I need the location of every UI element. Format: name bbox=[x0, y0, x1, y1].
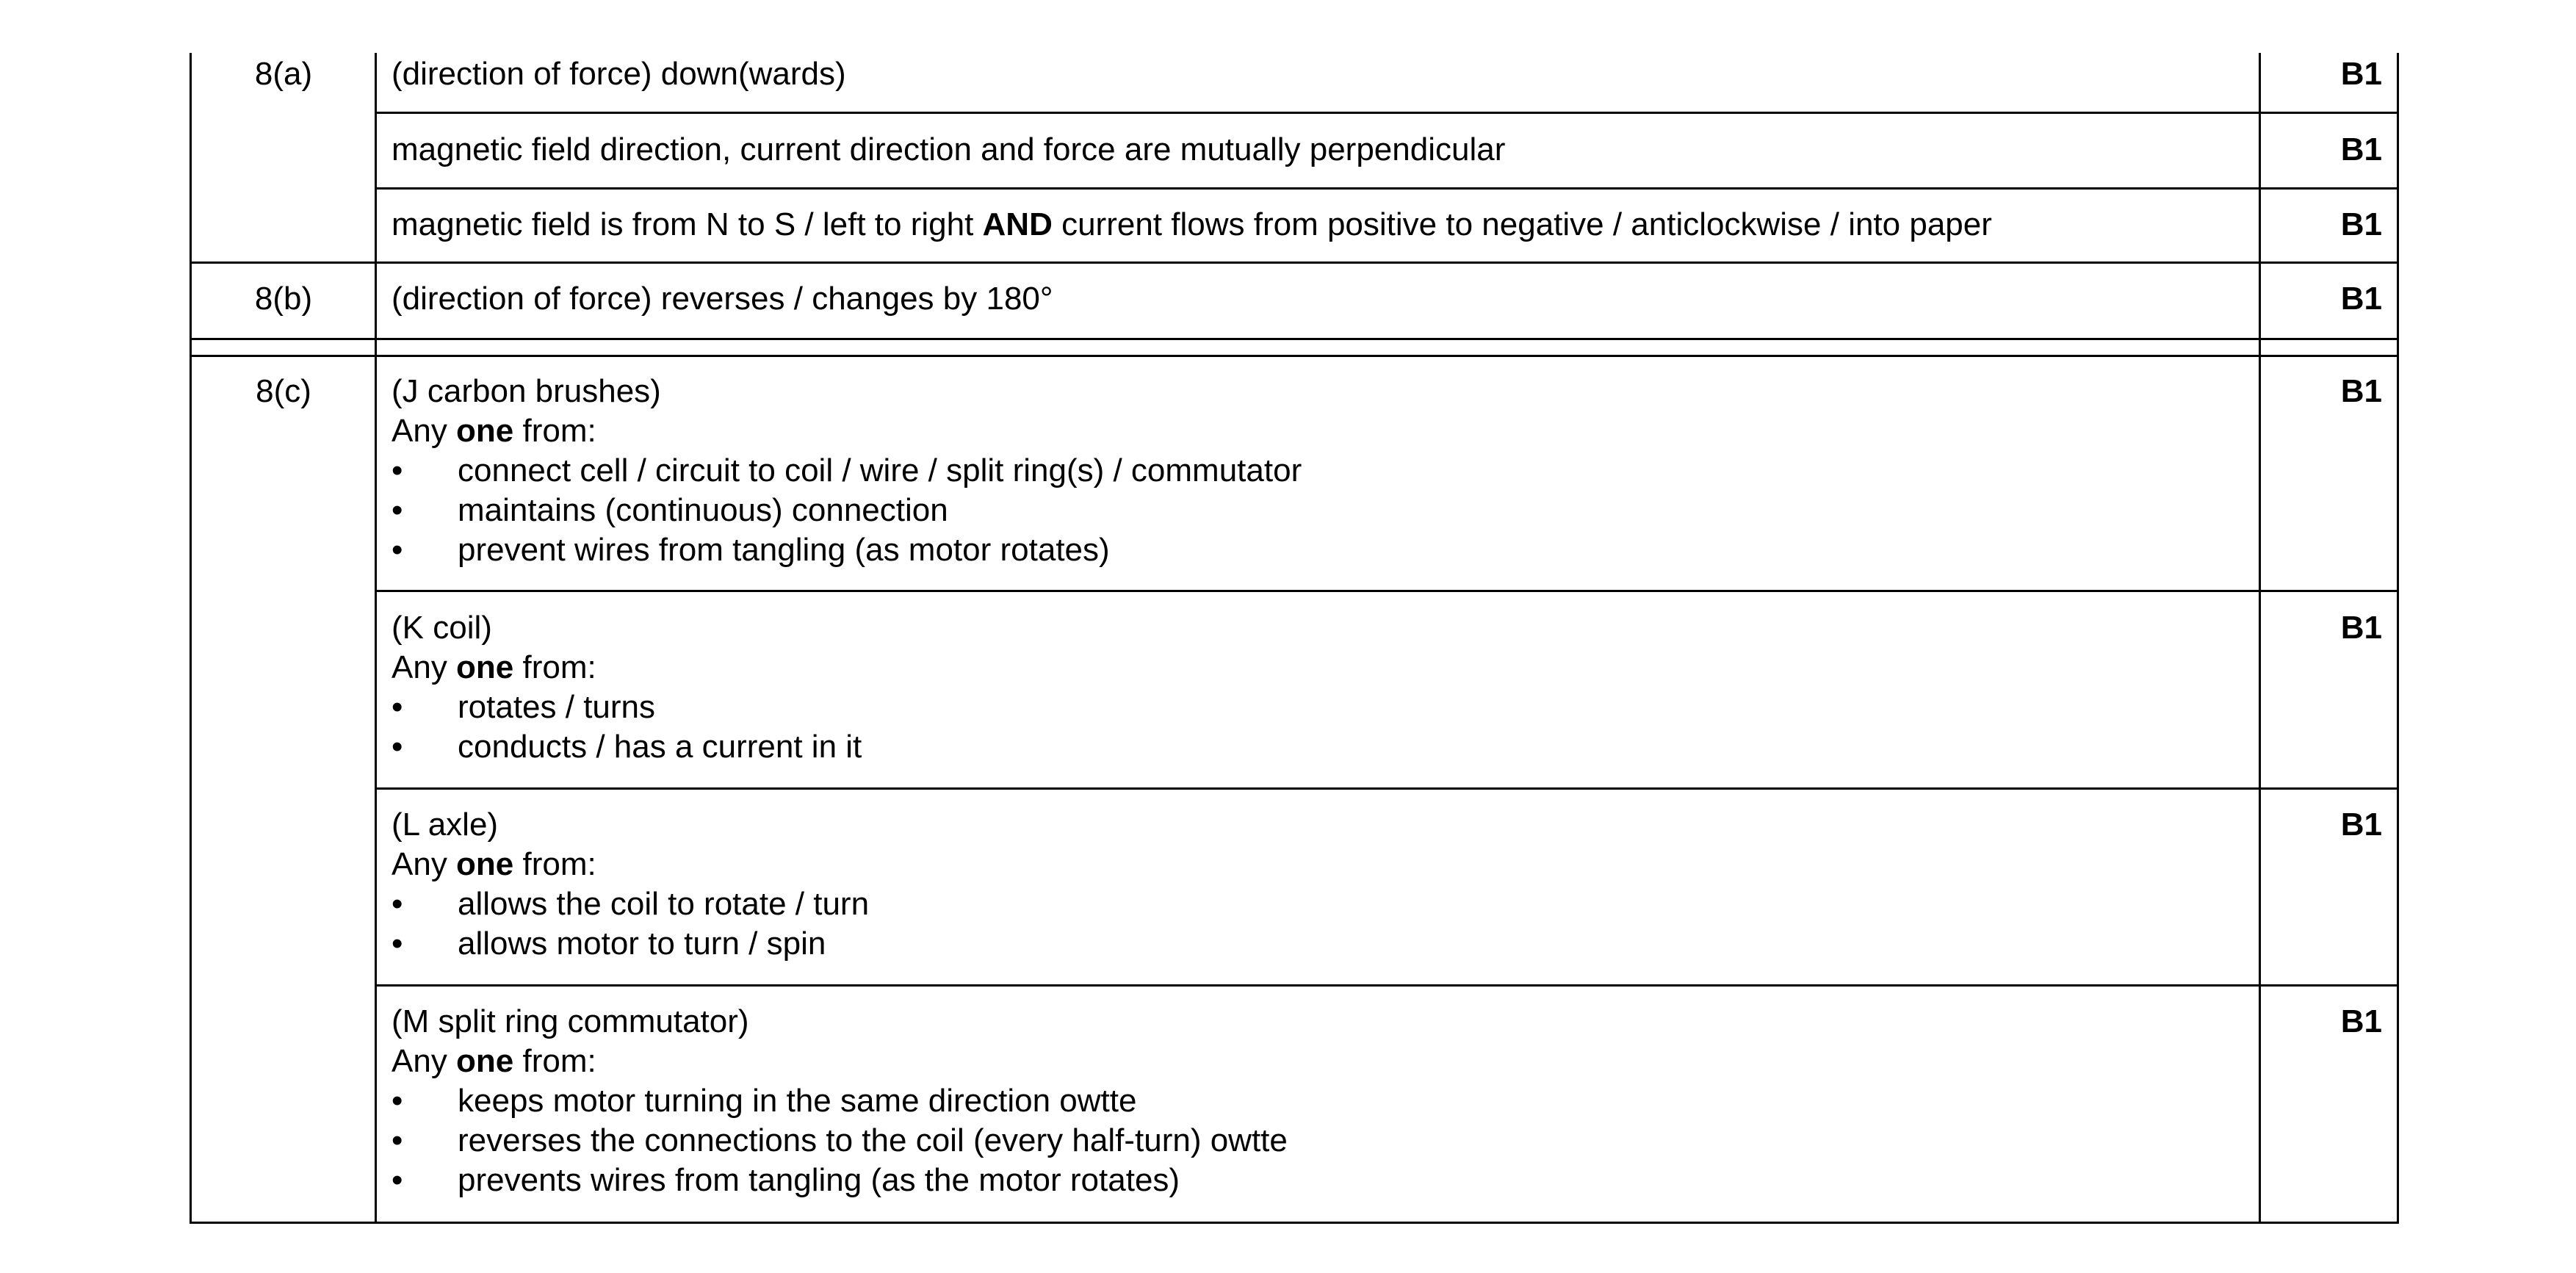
bullet-item: • rotates / turns bbox=[392, 688, 2250, 727]
mark-8c-part-j: B1 bbox=[2340, 373, 2382, 409]
answer-8a-line-1 bbox=[392, 54, 2250, 94]
row-divider bbox=[375, 787, 2399, 790]
answer-text-after: current flows from positive to negative / anticlockwise / into paper bbox=[1052, 206, 1992, 242]
bullet-item: • reverses the connections to the coil (every half-turn) owtte bbox=[392, 1121, 2250, 1161]
part-heading: (J carbon brushes) bbox=[392, 373, 661, 409]
part-heading: (L axle) bbox=[392, 807, 499, 843]
answer-8a-line-3 bbox=[392, 205, 2250, 245]
answer-text: (direction of force) reverses / changes by 180° bbox=[392, 281, 1053, 317]
answer-8b bbox=[392, 279, 2250, 319]
answer-8c-part-k bbox=[392, 608, 2250, 767]
bullet-item: • keeps motor turning in the same direction owtte bbox=[392, 1081, 2250, 1121]
bullet-icon: • bbox=[392, 689, 403, 725]
answer-8c-part-m bbox=[392, 1002, 2250, 1200]
answer-8c-part-j bbox=[392, 372, 2250, 570]
bullet-item: • allows motor to turn / spin bbox=[392, 924, 2250, 964]
bullet-icon: • bbox=[392, 1162, 403, 1198]
row-divider bbox=[375, 112, 2399, 114]
question-number-8a: 8(a) bbox=[254, 56, 313, 92]
any-one-from: Any one from: bbox=[392, 649, 596, 685]
row-divider bbox=[375, 984, 2399, 987]
row-divider bbox=[375, 590, 2399, 592]
row-divider bbox=[190, 355, 2399, 357]
bullet-icon: • bbox=[392, 1083, 403, 1119]
bullet-icon: • bbox=[392, 926, 403, 962]
mark-8b: B1 bbox=[2340, 281, 2382, 317]
bullet-icon: • bbox=[392, 532, 403, 568]
bullet-item: • connect cell / circuit to coil / wire / split ring(s) / commutator bbox=[392, 451, 2250, 491]
table-bottom-border bbox=[190, 1222, 2399, 1224]
answer-text-before: magnetic field is from N to S / left to right bbox=[392, 206, 983, 242]
mark-8c-part-m: B1 bbox=[2340, 1003, 2382, 1039]
question-number-8b: 8(b) bbox=[254, 281, 313, 317]
bullet-item: • allows the coil to rotate / turn bbox=[392, 884, 2250, 924]
row-divider bbox=[190, 262, 2399, 264]
bullet-icon: • bbox=[392, 492, 403, 528]
mark-8c-part-k: B1 bbox=[2340, 610, 2382, 646]
any-one-from: Any one from: bbox=[392, 1043, 596, 1079]
bullet-icon: • bbox=[392, 886, 403, 922]
answer-text: (direction of force) down(wards) bbox=[392, 56, 846, 92]
bullet-icon: • bbox=[392, 1122, 403, 1158]
any-one-from: Any one from: bbox=[392, 846, 596, 882]
any-one-from: Any one from: bbox=[392, 413, 596, 449]
bullet-item: • conducts / has a current in it bbox=[392, 727, 2250, 767]
bullet-icon: • bbox=[392, 729, 403, 765]
bullet-icon: • bbox=[392, 452, 403, 488]
row-divider bbox=[190, 338, 2399, 340]
table-column-divider bbox=[375, 53, 377, 1224]
answer-text: magnetic field direction, current direction and force are mutually perpendicular bbox=[392, 131, 1506, 167]
mark-8c-part-l: B1 bbox=[2340, 807, 2382, 843]
answer-8a-line-2 bbox=[392, 130, 2250, 170]
table-right-border bbox=[2397, 53, 2399, 1224]
mark-8a-line-1: B1 bbox=[2340, 56, 2382, 92]
table-left-border bbox=[190, 53, 192, 1224]
answer-8c-part-l bbox=[392, 805, 2250, 964]
bullet-item: • prevents wires from tangling (as the motor rotates) bbox=[392, 1161, 2250, 1200]
question-number-8c: 8(c) bbox=[256, 373, 311, 409]
mark-8a-line-2: B1 bbox=[2340, 131, 2382, 167]
part-heading: (K coil) bbox=[392, 610, 492, 646]
row-divider bbox=[375, 187, 2399, 190]
bullet-item: • prevent wires from tangling (as motor rotates) bbox=[392, 530, 2250, 570]
table-column-divider bbox=[2259, 53, 2261, 1224]
answer-keyword-and: AND bbox=[982, 206, 1053, 242]
mark-8a-line-3: B1 bbox=[2340, 206, 2382, 242]
bullet-item: • maintains (continuous) connection bbox=[392, 491, 2250, 530]
part-heading: (M split ring commutator) bbox=[392, 1003, 749, 1039]
